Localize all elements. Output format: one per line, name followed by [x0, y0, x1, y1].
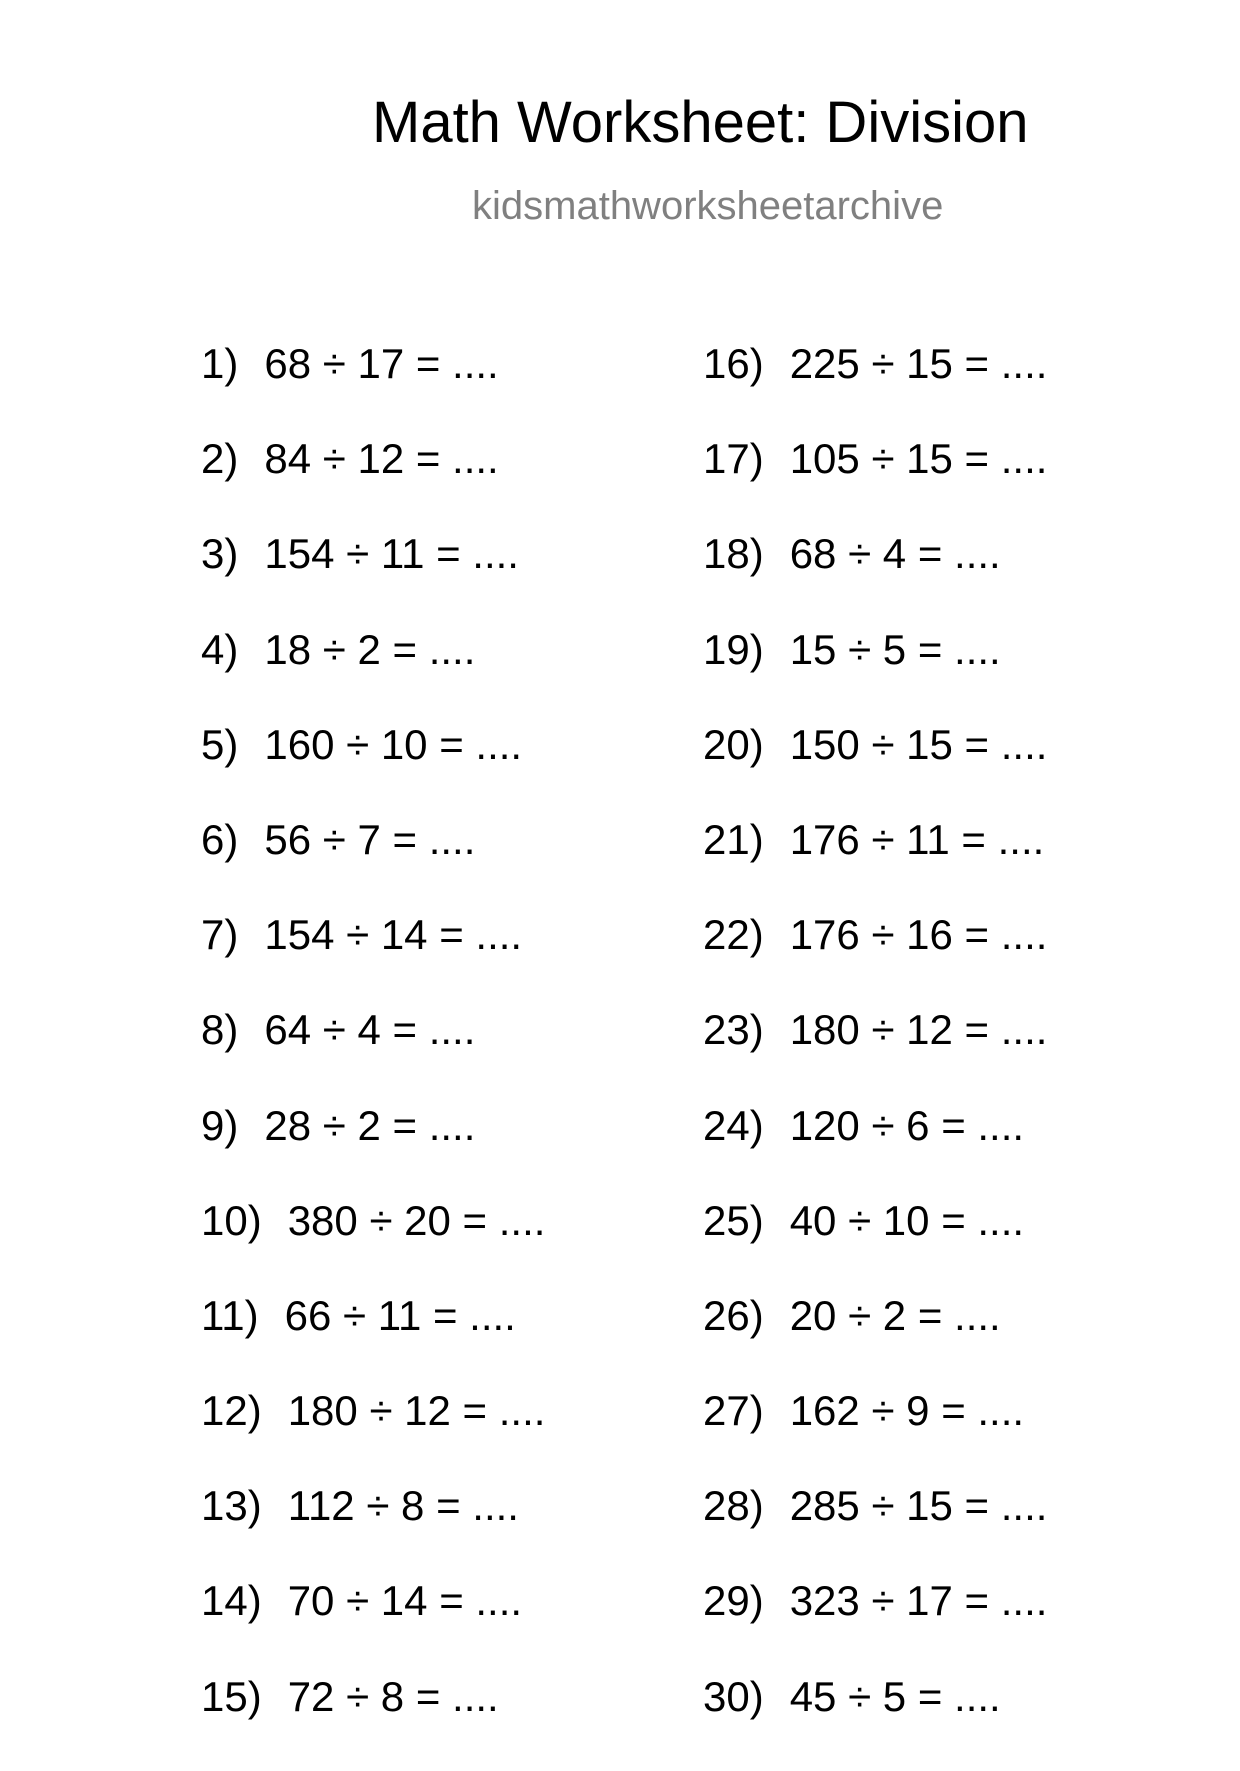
problem-number: 2) [201, 435, 239, 483]
problem-item [703, 435, 1048, 533]
problem-expression: 18 ÷ 2 = .... [264, 625, 476, 673]
problem-number: 10) [201, 1196, 262, 1244]
problem-expression: 68 ÷ 17 = .... [264, 340, 499, 387]
problem-expression: 66 ÷ 11 = .... [284, 1291, 516, 1339]
problem-number: 13) [201, 1482, 262, 1530]
problem-item [703, 1482, 1048, 1580]
problem-number: 24) [703, 1101, 764, 1149]
problem-item [703, 1006, 1048, 1104]
problem-item [703, 530, 1047, 628]
problem-item [703, 1672, 1047, 1771]
problem-number: 11) [201, 1291, 259, 1339]
problem-number: 15) [201, 1672, 262, 1720]
problem-expression: 56 ÷ 7 = .... [264, 815, 476, 863]
problem-number: 28) [703, 1482, 764, 1530]
problem-number: 29) [703, 1577, 764, 1625]
problem-item [201, 1291, 545, 1390]
problem-number: 19) [703, 625, 764, 673]
problem-expression: 225 ÷ 15 = .... [789, 340, 1048, 387]
problem-expression: 64 ÷ 4 = .... [264, 1006, 476, 1054]
problem-item [201, 340, 545, 438]
problem-item [703, 1387, 1047, 1485]
problem-number: 7) [201, 911, 239, 959]
problem-number: 26) [703, 1291, 764, 1339]
problem-number: 23) [703, 1006, 764, 1054]
problem-number: 27) [703, 1387, 764, 1435]
problem-column-left [201, 340, 546, 1771]
problem-number: 16) [703, 340, 764, 387]
problem-expression: 72 ÷ 8 = .... [287, 1672, 499, 1720]
problem-item [201, 1387, 546, 1485]
problem-expression: 105 ÷ 15 = .... [789, 435, 1048, 483]
problem-item [201, 530, 545, 628]
problem-item [703, 815, 1047, 914]
problem-expression: 180 ÷ 12 = .... [287, 1387, 546, 1435]
problem-number: 8) [201, 1006, 239, 1054]
problem-expression: 15 ÷ 5 = .... [789, 625, 1001, 673]
problem-item [201, 720, 545, 819]
problem-item [201, 911, 545, 1009]
problem-expression: 154 ÷ 11 = .... [264, 530, 519, 578]
problem-item [201, 1101, 545, 1200]
problem-expression: 176 ÷ 11 = .... [789, 815, 1045, 863]
problem-expression: 160 ÷ 10 = .... [264, 720, 523, 768]
problem-expression: 45 ÷ 5 = .... [789, 1672, 1001, 1720]
problem-expression: 28 ÷ 2 = .... [264, 1101, 476, 1149]
problem-item [703, 1577, 1048, 1675]
problem-item [201, 1482, 545, 1580]
problem-number: 22) [703, 911, 764, 959]
problem-expression: 20 ÷ 2 = .... [789, 1291, 1001, 1339]
problem-expression: 162 ÷ 9 = .... [789, 1387, 1025, 1435]
problem-item [201, 815, 545, 914]
problem-number: 14) [201, 1577, 262, 1625]
problem-item [703, 1101, 1047, 1200]
problem-number: 3) [201, 530, 239, 578]
problem-item [703, 340, 1048, 438]
problem-expression: 380 ÷ 20 = .... [287, 1196, 546, 1244]
problem-expression: 180 ÷ 12 = .... [789, 1006, 1048, 1054]
problem-column-right [703, 340, 1048, 1771]
problem-expression: 70 ÷ 14 = .... [287, 1577, 523, 1625]
problem-number: 18) [703, 530, 764, 578]
problem-expression: 84 ÷ 12 = .... [264, 435, 499, 483]
problem-number: 6) [201, 815, 239, 863]
problem-expression: 323 ÷ 17 = .... [789, 1577, 1048, 1625]
problem-number: 4) [201, 625, 239, 673]
problem-expression: 68 ÷ 4 = .... [789, 530, 1001, 578]
problem-expression: 120 ÷ 6 = .... [789, 1101, 1025, 1149]
problem-number: 25) [703, 1196, 764, 1244]
page-subtitle: kidsmathworksheetarchive [472, 184, 944, 228]
problem-item [703, 1196, 1047, 1295]
problem-expression: 112 ÷ 8 = .... [287, 1482, 519, 1530]
problem-item [201, 625, 545, 724]
problem-item [703, 625, 1047, 724]
problem-expression: 40 ÷ 10 = .... [789, 1196, 1025, 1244]
page-title: Math Worksheet: Division [372, 90, 1029, 155]
problem-number: 1) [201, 340, 239, 387]
problem-expression: 154 ÷ 14 = .... [264, 911, 523, 959]
problem-number: 5) [201, 720, 239, 768]
problem-expression: 176 ÷ 16 = .... [789, 911, 1048, 959]
problem-item [703, 1291, 1047, 1390]
problem-expression: 150 ÷ 15 = .... [789, 720, 1048, 768]
problem-number: 9) [201, 1101, 239, 1149]
problem-item [201, 1672, 545, 1771]
problem-number: 12) [201, 1387, 262, 1435]
problem-item [201, 1006, 545, 1104]
problem-number: 17) [703, 435, 764, 483]
problem-item [201, 1577, 545, 1675]
problem-item [201, 435, 545, 533]
problem-expression: 285 ÷ 15 = .... [789, 1482, 1048, 1530]
problem-number: 30) [703, 1672, 764, 1720]
problem-item [201, 1196, 546, 1295]
problem-item [703, 720, 1048, 819]
problem-number: 21) [703, 815, 764, 863]
problem-number: 20) [703, 720, 764, 768]
problem-item [703, 911, 1048, 1009]
